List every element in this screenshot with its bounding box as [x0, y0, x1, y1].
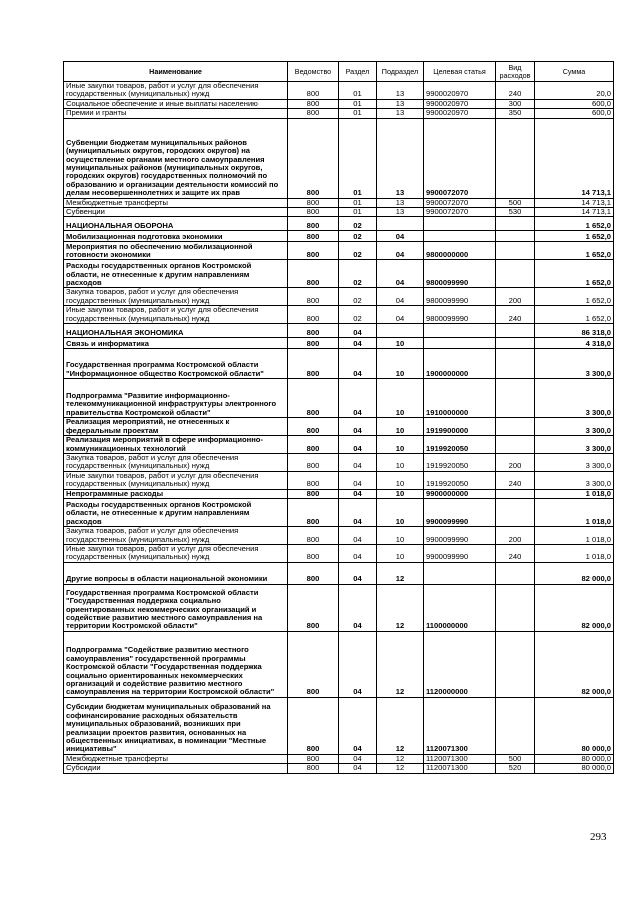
cell-name: НАЦИОНАЛЬНАЯ ОБОРОНА	[64, 217, 288, 231]
cell-subsection: 10	[377, 527, 424, 545]
cell-subsection: 13	[377, 109, 424, 118]
cell-section: 04	[339, 454, 377, 472]
cell-expense-type	[496, 436, 535, 454]
cell-expense-type	[496, 349, 535, 379]
cell-section: 01	[339, 82, 377, 100]
cell-subsection: 04	[377, 242, 424, 260]
cell-name: Мероприятия по обеспечению мобилизационной готовности экономики	[64, 242, 288, 260]
cell-section: 04	[339, 338, 377, 349]
cell-section: 04	[339, 349, 377, 379]
cell-department: 800	[288, 418, 339, 436]
cell-department: 800	[288, 562, 339, 584]
cell-subsection: 04	[377, 288, 424, 306]
cell-section: 02	[339, 260, 377, 288]
cell-section: 02	[339, 242, 377, 260]
cell-section: 04	[339, 754, 377, 763]
cell-subsection: 13	[377, 118, 424, 198]
cell-department: 800	[288, 208, 339, 217]
cell-name: Государственная программа Костромской области "Государственная поддержка социально ориентированных некоммерческих организаций и содействие развитию местного самоуправления на территории Костромской области"	[64, 584, 288, 631]
cell-amount: 3 300,0	[535, 436, 614, 454]
cell-subsection: 12	[377, 584, 424, 631]
table-row	[64, 208, 614, 217]
cell-expense-type	[496, 242, 535, 260]
cell-expense-type	[496, 499, 535, 527]
cell-department: 800	[288, 349, 339, 379]
cell-subsection: 13	[377, 99, 424, 108]
cell-name: Межбюджетные трансферты	[64, 198, 288, 207]
column-header-subsection: Подраздел	[377, 62, 424, 82]
table-row	[64, 379, 614, 418]
cell-department: 800	[288, 217, 339, 231]
cell-section: 04	[339, 324, 377, 338]
cell-section: 04	[339, 544, 377, 562]
cell-amount: 1 018,0	[535, 489, 614, 498]
table-row	[64, 324, 614, 338]
cell-amount: 1 018,0	[535, 499, 614, 527]
cell-department: 800	[288, 584, 339, 631]
cell-name: Иные закупки товаров, работ и услуг для обеспечения государственных (муниципальных) нужд	[64, 544, 288, 562]
cell-subsection: 10	[377, 454, 424, 472]
cell-target-article: 9900099990	[424, 499, 496, 527]
cell-name: Реализация мероприятий в сфере информационно-коммуникационных технологий	[64, 436, 288, 454]
cell-expense-type	[496, 217, 535, 231]
cell-department: 800	[288, 82, 339, 100]
cell-department: 800	[288, 544, 339, 562]
cell-amount: 82 000,0	[535, 584, 614, 631]
cell-name: Субвенции бюджетам муниципальных районов (муниципальных округов, городских округов) на осуществление органами местного самоуправления муниципальных районов (муниципальных округов, городских округов) государственных полномочий по образованию и организации деятельности комиссий по делам несовершеннолетних и защите их прав	[64, 118, 288, 198]
cell-expense-type	[496, 562, 535, 584]
cell-target-article: 9900099990	[424, 527, 496, 545]
table-row	[64, 584, 614, 631]
cell-department: 800	[288, 754, 339, 763]
cell-subsection: 10	[377, 338, 424, 349]
cell-name: Закупка товаров, работ и услуг для обеспечения государственных (муниципальных) нужд	[64, 454, 288, 472]
cell-name: Субвенции	[64, 208, 288, 217]
cell-section: 01	[339, 99, 377, 108]
cell-department: 800	[288, 198, 339, 207]
cell-department: 800	[288, 242, 339, 260]
cell-department: 800	[288, 260, 339, 288]
cell-amount: 80 000,0	[535, 754, 614, 763]
table-row	[64, 349, 614, 379]
cell-subsection: 10	[377, 349, 424, 379]
cell-target-article: 9900099990	[424, 544, 496, 562]
cell-expense-type: 200	[496, 454, 535, 472]
cell-target-article: 1900000000	[424, 349, 496, 379]
cell-name: Субсидии	[64, 764, 288, 773]
table-header-row	[64, 62, 614, 82]
cell-target-article	[424, 562, 496, 584]
cell-expense-type	[496, 379, 535, 418]
table-row	[64, 109, 614, 118]
cell-department: 800	[288, 231, 339, 242]
cell-name: Премии и гранты	[64, 109, 288, 118]
cell-section: 04	[339, 527, 377, 545]
cell-name: Иные закупки товаров, работ и услуг для обеспечения государственных (муниципальных) нужд	[64, 306, 288, 324]
table-row	[64, 217, 614, 231]
cell-department: 800	[288, 764, 339, 773]
budget-table	[63, 61, 614, 774]
cell-subsection: 12	[377, 697, 424, 754]
cell-name: Связь и информатика	[64, 338, 288, 349]
cell-section: 02	[339, 231, 377, 242]
cell-expense-type	[496, 324, 535, 338]
cell-expense-type: 240	[496, 471, 535, 489]
cell-name: Государственная программа Костромской области "Информационное общество Костромской области"	[64, 349, 288, 379]
cell-subsection: 12	[377, 754, 424, 763]
cell-section: 04	[339, 584, 377, 631]
cell-subsection: 10	[377, 544, 424, 562]
cell-subsection	[377, 217, 424, 231]
table-row	[64, 118, 614, 198]
cell-department: 800	[288, 109, 339, 118]
table-row	[64, 288, 614, 306]
cell-target-article: 1100000000	[424, 584, 496, 631]
cell-department: 800	[288, 436, 339, 454]
cell-target-article: 1919920050	[424, 454, 496, 472]
cell-name: Закупка товаров, работ и услуг для обеспечения государственных (муниципальных) нужд	[64, 288, 288, 306]
cell-expense-type: 500	[496, 754, 535, 763]
cell-amount: 14 713,1	[535, 198, 614, 207]
table-row	[64, 631, 614, 697]
cell-expense-type: 200	[496, 288, 535, 306]
cell-target-article: 9900072070	[424, 118, 496, 198]
table-row	[64, 260, 614, 288]
cell-section: 01	[339, 109, 377, 118]
table-row	[64, 471, 614, 489]
table-body	[64, 82, 614, 774]
cell-section: 01	[339, 198, 377, 207]
cell-target-article: 9900072070	[424, 208, 496, 217]
cell-subsection: 10	[377, 489, 424, 498]
cell-amount: 600,0	[535, 109, 614, 118]
cell-target-article: 9900072070	[424, 198, 496, 207]
cell-subsection: 13	[377, 198, 424, 207]
cell-target-article: 9800099990	[424, 306, 496, 324]
table-row	[64, 242, 614, 260]
page-number: 293	[590, 831, 607, 843]
cell-department: 800	[288, 527, 339, 545]
cell-subsection: 10	[377, 418, 424, 436]
cell-amount: 14 713,1	[535, 208, 614, 217]
cell-expense-type: 530	[496, 208, 535, 217]
cell-target-article: 9800099990	[424, 260, 496, 288]
cell-department: 800	[288, 379, 339, 418]
cell-department: 800	[288, 306, 339, 324]
table-row	[64, 436, 614, 454]
cell-amount: 1 652,0	[535, 231, 614, 242]
table-row	[64, 82, 614, 100]
cell-department: 800	[288, 489, 339, 498]
cell-target-article: 9900020970	[424, 99, 496, 108]
cell-expense-type	[496, 584, 535, 631]
cell-subsection: 12	[377, 631, 424, 697]
cell-section: 01	[339, 118, 377, 198]
cell-subsection: 04	[377, 306, 424, 324]
table-row	[64, 306, 614, 324]
cell-expense-type	[496, 231, 535, 242]
cell-name: Социальное обеспечение и иные выплаты населению	[64, 99, 288, 108]
cell-subsection: 10	[377, 471, 424, 489]
table-row	[64, 764, 614, 773]
table-row	[64, 499, 614, 527]
cell-name: Расходы государственных органов Костромской области, не отнесенные к другим направлениям расходов	[64, 260, 288, 288]
table-row	[64, 231, 614, 242]
cell-expense-type	[496, 631, 535, 697]
column-header-name: Наименование	[64, 62, 288, 82]
cell-amount: 82 000,0	[535, 631, 614, 697]
cell-expense-type: 350	[496, 109, 535, 118]
cell-amount: 80 000,0	[535, 764, 614, 773]
cell-section: 02	[339, 288, 377, 306]
cell-amount: 3 300,0	[535, 349, 614, 379]
cell-target-article: 9900020970	[424, 109, 496, 118]
cell-expense-type: 520	[496, 764, 535, 773]
cell-section: 01	[339, 208, 377, 217]
table-row	[64, 754, 614, 763]
cell-section: 04	[339, 418, 377, 436]
column-header-section: Раздел	[339, 62, 377, 82]
column-header-amount: Сумма	[535, 62, 614, 82]
cell-target-article: 9800099990	[424, 288, 496, 306]
cell-subsection: 04	[377, 231, 424, 242]
table-row	[64, 99, 614, 108]
cell-target-article: 1910000000	[424, 379, 496, 418]
cell-amount: 3 300,0	[535, 471, 614, 489]
cell-target-article: 1919920050	[424, 471, 496, 489]
table-row	[64, 418, 614, 436]
table-row	[64, 562, 614, 584]
cell-expense-type	[496, 118, 535, 198]
cell-target-article: 1120000000	[424, 631, 496, 697]
cell-section: 04	[339, 471, 377, 489]
cell-name: Субсидии бюджетам муниципальных образований на софинансирование расходных обязательств муниципальных образований, возникших при реализации проектов развития, основанных на общественных инициативах, в номинации "Местные инициативы"	[64, 697, 288, 754]
cell-target-article: 1120071300	[424, 697, 496, 754]
cell-subsection: 10	[377, 499, 424, 527]
cell-department: 800	[288, 118, 339, 198]
cell-name: Расходы государственных органов Костромской области, не отнесенные к другим направлениям расходов	[64, 499, 288, 527]
table-row	[64, 489, 614, 498]
cell-section: 04	[339, 489, 377, 498]
cell-expense-type: 500	[496, 198, 535, 207]
cell-section: 04	[339, 764, 377, 773]
table-row	[64, 697, 614, 754]
cell-name: Иные закупки товаров, работ и услуг для обеспечения государственных (муниципальных) нужд	[64, 82, 288, 100]
cell-target-article	[424, 217, 496, 231]
cell-section: 04	[339, 379, 377, 418]
cell-target-article	[424, 324, 496, 338]
cell-name: Реализация мероприятий, не отнесенных к федеральным проектам	[64, 418, 288, 436]
column-header-department: Ведомство	[288, 62, 339, 82]
cell-amount: 20,0	[535, 82, 614, 100]
table-row	[64, 198, 614, 207]
cell-department: 800	[288, 631, 339, 697]
cell-name: Закупка товаров, работ и услуг для обеспечения государственных (муниципальных) нужд	[64, 527, 288, 545]
cell-department: 800	[288, 454, 339, 472]
cell-section: 04	[339, 436, 377, 454]
cell-name: Межбюджетные трансферты	[64, 754, 288, 763]
cell-target-article	[424, 338, 496, 349]
cell-amount: 1 652,0	[535, 306, 614, 324]
cell-amount: 1 018,0	[535, 527, 614, 545]
cell-amount: 4 318,0	[535, 338, 614, 349]
cell-amount: 1 652,0	[535, 288, 614, 306]
cell-department: 800	[288, 338, 339, 349]
cell-section: 04	[339, 499, 377, 527]
cell-department: 800	[288, 324, 339, 338]
cell-subsection: 13	[377, 82, 424, 100]
cell-amount: 1 652,0	[535, 260, 614, 288]
cell-name: НАЦИОНАЛЬНАЯ ЭКОНОМИКА	[64, 324, 288, 338]
table-row	[64, 544, 614, 562]
cell-target-article	[424, 231, 496, 242]
cell-name: Мобилизационная подготовка экономики	[64, 231, 288, 242]
cell-amount: 80 000,0	[535, 697, 614, 754]
cell-amount: 1 018,0	[535, 544, 614, 562]
cell-department: 800	[288, 697, 339, 754]
table-row	[64, 527, 614, 545]
cell-subsection: 10	[377, 436, 424, 454]
cell-target-article: 9900000000	[424, 489, 496, 498]
cell-subsection: 12	[377, 764, 424, 773]
cell-expense-type: 240	[496, 82, 535, 100]
cell-target-article: 9800000000	[424, 242, 496, 260]
cell-name: Подпрограмма "Содействие развитию местного самоуправления" государственной программы Костромской области "Государственная поддержка социально ориентированных некоммерческих организаций и содействие развитию местного самоуправления на территории Костромской области"	[64, 631, 288, 697]
cell-subsection	[377, 324, 424, 338]
cell-target-article: 1919900000	[424, 418, 496, 436]
cell-section: 04	[339, 697, 377, 754]
cell-expense-type	[496, 338, 535, 349]
cell-section: 04	[339, 562, 377, 584]
cell-section: 02	[339, 306, 377, 324]
cell-amount: 3 300,0	[535, 418, 614, 436]
cell-expense-type: 240	[496, 306, 535, 324]
cell-department: 800	[288, 471, 339, 489]
cell-amount: 1 652,0	[535, 242, 614, 260]
table-row	[64, 454, 614, 472]
cell-department: 800	[288, 499, 339, 527]
cell-department: 800	[288, 288, 339, 306]
cell-amount: 3 300,0	[535, 454, 614, 472]
cell-subsection: 04	[377, 260, 424, 288]
cell-expense-type: 200	[496, 527, 535, 545]
cell-expense-type	[496, 418, 535, 436]
cell-amount: 14 713,1	[535, 118, 614, 198]
cell-target-article: 9900020970	[424, 82, 496, 100]
cell-expense-type	[496, 489, 535, 498]
cell-target-article: 1919920050	[424, 436, 496, 454]
cell-name: Подпрограмма "Развитие информационно-телекоммуникационной инфраструктуры электронного правительства Костромской области"	[64, 379, 288, 418]
table-row	[64, 338, 614, 349]
cell-section: 04	[339, 631, 377, 697]
cell-name: Другие вопросы в области национальной экономики	[64, 562, 288, 584]
cell-amount: 1 652,0	[535, 217, 614, 231]
cell-amount: 82 000,0	[535, 562, 614, 584]
cell-amount: 86 318,0	[535, 324, 614, 338]
column-header-expense-type: Вид расходов	[496, 62, 535, 82]
cell-department: 800	[288, 99, 339, 108]
cell-target-article: 1120071300	[424, 754, 496, 763]
cell-subsection: 13	[377, 208, 424, 217]
cell-expense-type: 300	[496, 99, 535, 108]
cell-target-article: 1120071300	[424, 764, 496, 773]
cell-expense-type	[496, 697, 535, 754]
cell-expense-type	[496, 260, 535, 288]
cell-expense-type: 240	[496, 544, 535, 562]
cell-section: 02	[339, 217, 377, 231]
cell-subsection: 12	[377, 562, 424, 584]
cell-amount: 600,0	[535, 99, 614, 108]
column-header-target-article: Целевая статья	[424, 62, 496, 82]
cell-subsection: 10	[377, 379, 424, 418]
cell-name: Непрограммные расходы	[64, 489, 288, 498]
cell-amount: 3 300,0	[535, 379, 614, 418]
cell-name: Иные закупки товаров, работ и услуг для обеспечения государственных (муниципальных) нужд	[64, 471, 288, 489]
